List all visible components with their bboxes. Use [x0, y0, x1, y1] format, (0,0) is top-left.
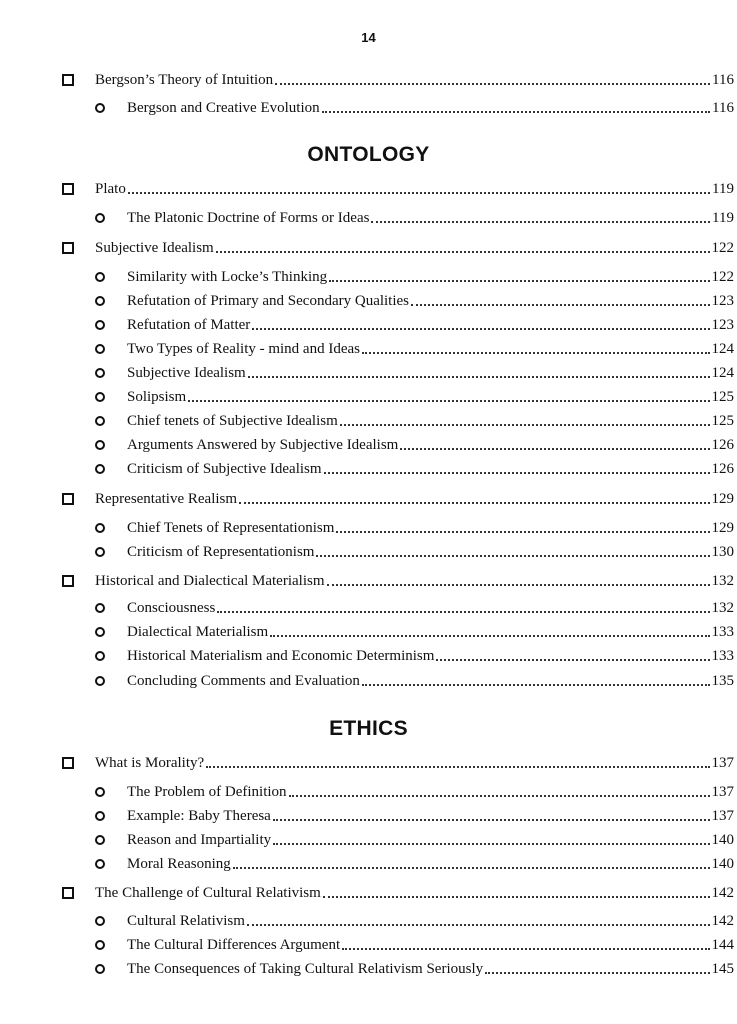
- dot-leader: [485, 972, 709, 974]
- toc-subsection-entry: [95, 670, 734, 692]
- toc-entry-page: 132: [711, 572, 734, 589]
- dot-leader: [275, 83, 710, 85]
- toc-chapter-entry: [62, 882, 734, 904]
- toc-entry-title: The Platonic Doctrine of Forms or Ideas: [127, 209, 370, 226]
- toc-entry-page: 130: [711, 543, 734, 560]
- square-bullet-icon: [62, 887, 74, 899]
- dot-leader: [324, 472, 710, 474]
- circle-bullet-icon: [95, 296, 105, 306]
- dot-leader: [206, 766, 709, 768]
- circle-bullet-icon: [95, 272, 105, 282]
- toc-subsection-entry: [95, 805, 734, 827]
- toc-subsection-entry: [95, 517, 734, 539]
- toc-subsection-entry: [95, 829, 734, 851]
- dot-leader: [233, 867, 710, 869]
- toc-entry-page: 124: [711, 364, 734, 381]
- toc-entry-page: 133: [711, 647, 734, 664]
- toc-entry-title: Historical Materialism and Economic Determinism: [127, 647, 435, 664]
- dot-leader: [329, 280, 709, 282]
- toc-entry-title: The Consequences of Taking Cultural Relativism Seriously: [127, 960, 484, 977]
- circle-bullet-icon: [95, 964, 105, 974]
- toc-entry-title: Refutation of Primary and Secondary Qualities: [127, 292, 410, 309]
- circle-bullet-icon: [95, 320, 105, 330]
- circle-bullet-icon: [95, 651, 105, 661]
- toc-entry-title: Historical and Dialectical Materialism: [95, 572, 325, 589]
- dot-leader: [239, 502, 709, 504]
- toc-entry-title: Solipsism: [127, 388, 187, 405]
- circle-bullet-icon: [95, 440, 105, 450]
- toc-entry-title: The Challenge of Cultural Relativism: [95, 884, 321, 901]
- toc-entry-page: 140: [711, 831, 734, 848]
- toc-entry-title: Dialectical Materialism: [127, 623, 269, 640]
- circle-bullet-icon: [95, 627, 105, 637]
- toc-subsection-entry: [95, 934, 734, 956]
- dot-leader: [362, 352, 710, 354]
- toc-subsection-entry: [95, 458, 734, 480]
- toc-subsection-entry: [95, 314, 734, 336]
- dot-leader: [188, 400, 709, 402]
- toc-entry-title: Example: Baby Theresa: [127, 807, 271, 824]
- toc-entry-page: 142: [711, 884, 734, 901]
- circle-bullet-icon: [95, 835, 105, 845]
- toc-entry-page: 137: [711, 783, 734, 800]
- circle-bullet-icon: [95, 811, 105, 821]
- toc-entry-page: 126: [711, 460, 734, 477]
- circle-bullet-icon: [95, 787, 105, 797]
- circle-bullet-icon: [95, 416, 105, 426]
- square-bullet-icon: [62, 74, 74, 86]
- toc-subsection-entry: [95, 621, 734, 643]
- toc-entry-title: Consciousness: [127, 599, 216, 616]
- dot-leader: [289, 795, 710, 797]
- toc-subsection-entry: [95, 910, 734, 932]
- toc-chapter-entry: [62, 570, 734, 592]
- circle-bullet-icon: [95, 676, 105, 686]
- dot-leader: [340, 424, 710, 426]
- dot-leader: [273, 843, 709, 845]
- toc-entry-page: 122: [711, 239, 734, 256]
- square-bullet-icon: [62, 575, 74, 587]
- toc-subsection-entry: [95, 541, 734, 563]
- toc-entry-title: Cultural Relativism: [127, 912, 245, 929]
- dot-leader: [322, 111, 710, 113]
- toc-chapter-entry: [62, 178, 734, 200]
- dot-leader: [316, 555, 709, 557]
- dot-leader: [400, 448, 709, 450]
- dot-leader: [248, 376, 710, 378]
- dot-leader: [371, 221, 710, 223]
- toc-subsection-entry: [95, 290, 734, 312]
- toc-subsection-entry: [95, 266, 734, 288]
- toc-entry-title: Moral Reasoning: [127, 855, 231, 872]
- toc-entry-page: 129: [711, 490, 734, 507]
- circle-bullet-icon: [95, 859, 105, 869]
- toc-entry-page: 122: [711, 268, 734, 285]
- toc-entry-title: Chief tenets of Subjective Idealism: [127, 412, 338, 429]
- toc-subsection-entry: [95, 362, 734, 384]
- dot-leader: [273, 819, 710, 821]
- toc-entry-title: Criticism of Representationism: [127, 543, 315, 560]
- toc-entry-title: Concluding Comments and Evaluation: [127, 672, 360, 689]
- toc-entry-title: Criticism of Subjective Idealism: [127, 460, 322, 477]
- toc-entry-page: 123: [711, 292, 734, 309]
- circle-bullet-icon: [95, 940, 105, 950]
- toc-entry-title: Chief Tenets of Representationism: [127, 519, 335, 536]
- toc-subsection-entry: [95, 853, 734, 875]
- section-heading-ethics: ETHICS: [329, 717, 408, 740]
- toc-entry-title: Two Types of Reality - mind and Ideas: [127, 340, 360, 357]
- toc-entry-page: 125: [711, 388, 734, 405]
- toc-subsection-entry: [95, 410, 734, 432]
- circle-bullet-icon: [95, 368, 105, 378]
- toc-chapter-entry: [62, 69, 734, 91]
- dot-leader: [270, 635, 709, 637]
- toc-entry-page: 145: [711, 960, 734, 977]
- toc-entry-title: Plato: [95, 180, 126, 197]
- toc-entry-page: 137: [711, 807, 734, 824]
- toc-entry-page: 123: [711, 316, 734, 333]
- square-bullet-icon: [62, 242, 74, 254]
- toc-subsection-entry: [95, 386, 734, 408]
- circle-bullet-icon: [95, 464, 105, 474]
- toc-chapter-entry: [62, 488, 734, 510]
- toc-entry-page: 135: [711, 672, 734, 689]
- toc-entry-title: Bergson and Creative Evolution: [127, 99, 320, 116]
- toc-entry-page: 126: [711, 436, 734, 453]
- toc-entry-page: 124: [711, 340, 734, 357]
- toc-entry-page: 137: [711, 754, 734, 771]
- toc-entry-page: 142: [711, 912, 734, 929]
- circle-bullet-icon: [95, 344, 105, 354]
- toc-entry-page: 144: [711, 936, 734, 953]
- toc-entry-title: The Problem of Definition: [127, 783, 287, 800]
- dot-leader: [336, 531, 709, 533]
- toc-entry-page: 119: [712, 209, 734, 226]
- toc-entry-page: 129: [711, 519, 734, 536]
- toc-entry-title: Subjective Idealism: [127, 364, 246, 381]
- toc-entry-title: The Cultural Differences Argument: [127, 936, 341, 953]
- circle-bullet-icon: [95, 916, 105, 926]
- toc-subsection-entry: [95, 338, 734, 360]
- toc-entry-title: Reason and Impartiality: [127, 831, 272, 848]
- toc-subsection-entry: [95, 97, 734, 119]
- dot-leader: [216, 251, 710, 253]
- circle-bullet-icon: [95, 603, 105, 613]
- dot-leader: [217, 611, 709, 613]
- toc-entry-page: 125: [711, 412, 734, 429]
- toc-entry-page: 140: [711, 855, 734, 872]
- dot-leader: [252, 328, 709, 330]
- dot-leader: [247, 924, 710, 926]
- toc-entry-title: What is Morality?: [95, 754, 205, 771]
- toc-chapter-entry: [62, 752, 734, 774]
- toc-subsection-entry: [95, 597, 734, 619]
- page-number: 14: [361, 30, 376, 45]
- circle-bullet-icon: [95, 103, 105, 113]
- circle-bullet-icon: [95, 547, 105, 557]
- toc-subsection-entry: [95, 958, 734, 980]
- square-bullet-icon: [62, 183, 74, 195]
- circle-bullet-icon: [95, 213, 105, 223]
- toc-subsection-entry: [95, 434, 734, 456]
- dot-leader: [362, 684, 710, 686]
- dot-leader: [342, 948, 709, 950]
- toc-entry-title: Bergson’s Theory of Intuition: [95, 71, 274, 88]
- toc-subsection-entry: [95, 207, 734, 229]
- toc-entry-page: 119: [712, 180, 734, 197]
- toc-entry-page: 116: [712, 71, 734, 88]
- toc-entry-page: 116: [712, 99, 734, 116]
- dot-leader: [327, 584, 710, 586]
- toc-entry-page: 133: [711, 623, 734, 640]
- toc-entry-title: Similarity with Locke’s Thinking: [127, 268, 328, 285]
- toc-subsection-entry: [95, 645, 734, 667]
- dot-leader: [128, 192, 710, 194]
- toc-chapter-entry: [62, 237, 734, 259]
- toc-subsection-entry: [95, 781, 734, 803]
- toc-entry-title: Subjective Idealism: [95, 239, 214, 256]
- square-bullet-icon: [62, 493, 74, 505]
- circle-bullet-icon: [95, 392, 105, 402]
- dot-leader: [323, 896, 710, 898]
- circle-bullet-icon: [95, 523, 105, 533]
- square-bullet-icon: [62, 757, 74, 769]
- section-heading-ontology: ONTOLOGY: [307, 143, 430, 166]
- toc-entry-title: Refutation of Matter: [127, 316, 251, 333]
- dot-leader: [411, 304, 709, 306]
- toc-entry-title: Arguments Answered by Subjective Idealism: [127, 436, 399, 453]
- dot-leader: [436, 659, 709, 661]
- toc-entry-title: Representative Realism: [95, 490, 238, 507]
- toc-entry-page: 132: [711, 599, 734, 616]
